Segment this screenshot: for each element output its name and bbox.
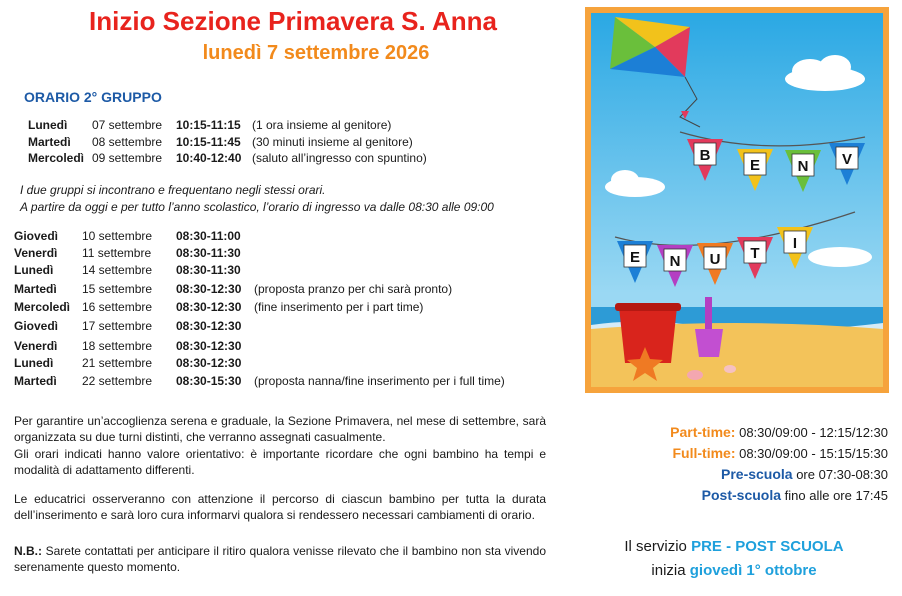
nb-label: N.B.: (14, 544, 42, 558)
time-range: 08:30-11:30 (176, 246, 241, 260)
post-school-value: fino alle ore 17:45 (781, 488, 888, 503)
day-label: Martedì (28, 134, 71, 149)
paragraph-1: Per garantire un’accoglienza serena e graduale, la Sezione Primavera, nel mese di settembre, sarà organizzata su due turni distinti, che verranno assegnati casualmente. (14, 414, 546, 445)
day-label: Lunedì (28, 118, 68, 132)
note-line-2: A partire da oggi e per tutto l’anno scolastico, l’orario di ingresso va dalle 08:30 alle 09:00 (20, 200, 494, 214)
time-range: 08:30-11:30 (176, 263, 241, 277)
time-range: 10:40-12:40 (176, 151, 242, 165)
schedule-row (0, 117, 580, 134)
day-label: Lunedì (14, 263, 54, 277)
day-label: Martedì (14, 374, 57, 388)
date-label: 16 settembre (82, 300, 153, 314)
time-range: 08:30-12:30 (176, 319, 242, 333)
day-label: Lunedì (14, 356, 54, 370)
row-note: (proposta nanna/fine inserimento per i full time) (254, 374, 505, 388)
service-line-2 (598, 562, 870, 579)
service-start-prefix: inizia (651, 562, 690, 579)
page-title: Inizio Sezione Primavera S. Anna (89, 6, 497, 36)
pre-school-value: ore 07:30-08:30 (792, 467, 888, 482)
time-range: 10:15-11:15 (176, 118, 241, 132)
row-note: (proposta pranzo per chi sarà pronto) (254, 282, 453, 296)
row-note: (saluto all’ingresso con spuntino) (252, 151, 427, 165)
day-label: Venerdì (14, 339, 58, 353)
time-range: 08:30-12:30 (176, 356, 242, 370)
schedule-row (0, 245, 580, 262)
nb-paragraph (14, 543, 546, 575)
bunting-letter: I (792, 235, 798, 252)
bunting-letter: N (669, 253, 681, 270)
bunting-letter: E (749, 157, 761, 174)
shell-icon (724, 365, 736, 373)
schedule-row (0, 134, 580, 151)
row-note: (30 minuti insieme al genitore) (252, 134, 413, 149)
schedule-row (0, 281, 580, 298)
date-label: 21 settembre (82, 356, 153, 370)
schedule-row (0, 228, 580, 245)
date-label: 15 settembre (82, 282, 153, 296)
nb-text: Sarete contattati per anticipare il ritiro qualora venisse rilevato che il bambino non sta vivendo serenamente questo momento. (14, 544, 546, 575)
schedule-row (0, 355, 580, 372)
date-label: 07 settembre (92, 118, 163, 132)
full-time-value: 08:30/09:00 - 15:15/15:30 (735, 446, 888, 461)
start-date: lunedì 7 settembre 2026 (202, 42, 430, 64)
service-start-date: giovedì 1° ottobre (689, 562, 817, 579)
row-note: (1 ora insieme al genitore) (252, 118, 392, 132)
bunting-letter: N (797, 158, 809, 175)
time-range: 08:30-11:00 (176, 229, 241, 243)
paragraph-2: Gli orari indicati hanno valore orientativo: è importante ricordare che ogni bambino ha tempi e modalità di adattamento differenti. (14, 447, 546, 478)
date-label: 17 settembre (82, 319, 153, 333)
date-label: 18 settembre (82, 339, 153, 353)
date-label: 22 settembre (82, 374, 153, 388)
date-label: 08 settembre (92, 134, 163, 149)
post-school-row (702, 487, 888, 503)
service-highlight: PRE - POST SCUOLA (691, 538, 844, 555)
paragraph-3: Le educatrici osserveranno con attenzione il percorso di ciascun bambino per tutta la durata dell’inserimento e sarà loro cura informarvi qualora si rendessero necessari cambiamenti di orario. (14, 492, 546, 523)
full-time-row (672, 445, 888, 461)
pre-school-label: Pre-scuola (721, 466, 793, 482)
day-label: Venerdì (14, 246, 58, 260)
schedule-row (0, 338, 580, 355)
day-label: Mercoledì (28, 151, 85, 165)
time-range: 10:15-11:45 (176, 134, 241, 149)
welcome-illustration (585, 7, 889, 393)
group2-heading: ORARIO 2° GRUPPO (24, 89, 162, 105)
part-time-value: 08:30/09:00 - 12:15/12:30 (735, 425, 888, 440)
date-label: 14 settembre (82, 263, 153, 277)
bunting-letter: E (629, 249, 641, 266)
schedule-row (0, 318, 580, 335)
part-time-row (670, 424, 888, 440)
day-label: Giovedì (14, 319, 59, 333)
post-school-label: Post-scuola (701, 487, 782, 503)
note-line-1: I due gruppi si incontrano e frequentano negli stessi orari. (20, 183, 326, 197)
full-time-label: Full-time: (672, 445, 736, 461)
time-range: 08:30-12:30 (176, 282, 242, 296)
schedule-row (0, 150, 580, 167)
service-prefix: Il servizio (624, 538, 692, 555)
beach-kite-image (585, 7, 889, 393)
schedule-row (0, 262, 580, 279)
bunting-letter: U (709, 251, 721, 268)
time-range: 08:30-12:30 (176, 300, 242, 314)
shell-icon (687, 370, 703, 380)
date-label: 09 settembre (92, 151, 163, 165)
part-time-label: Part-time: (670, 424, 736, 440)
day-label: Martedì (14, 282, 57, 296)
day-label: Mercoledì (14, 300, 71, 314)
date-label: 11 settembre (82, 246, 152, 260)
schedule-row (0, 299, 580, 316)
pre-school-row (721, 466, 888, 482)
bunting-letter: T (750, 245, 760, 262)
time-range: 08:30-12:30 (176, 339, 242, 353)
time-range: 08:30-15:30 (176, 374, 242, 388)
service-line-1 (598, 538, 870, 555)
day-label: Giovedì (14, 229, 59, 243)
row-note: (fine inserimento per i part time) (254, 300, 424, 314)
date-label: 10 settembre (82, 229, 153, 243)
bucket-icon (615, 303, 681, 363)
schedule-row (0, 373, 580, 390)
bunting-letter: B (699, 147, 711, 164)
bunting-letter: V (841, 151, 853, 168)
